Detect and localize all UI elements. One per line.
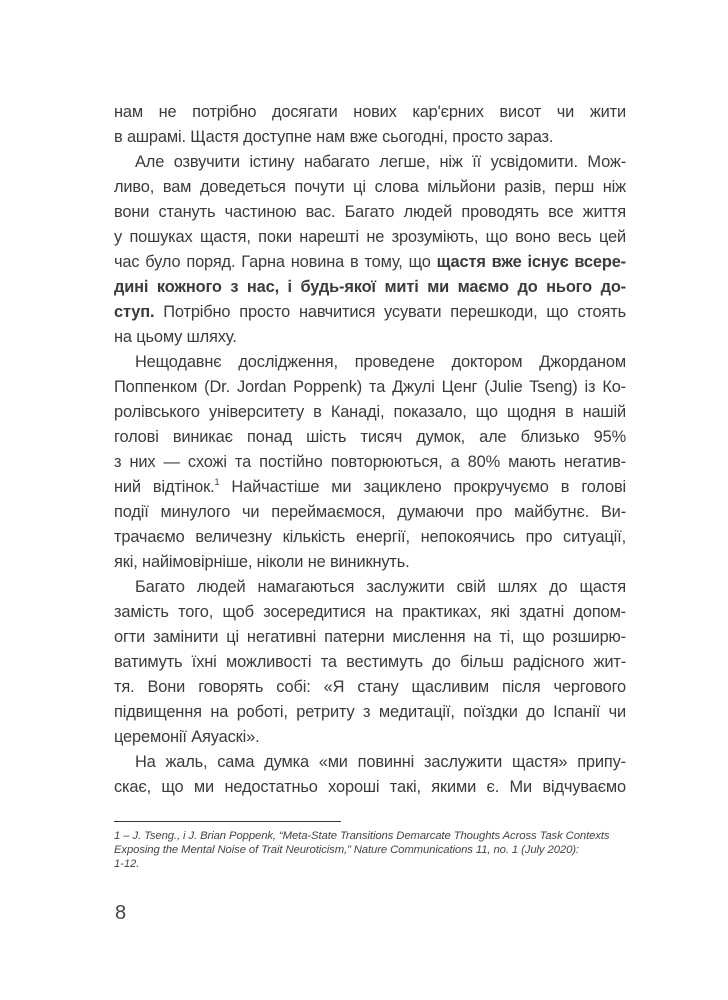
bold-emphasis: дині кожного з нас, і будь-якої миті ми маємо до нього до- xyxy=(114,278,626,296)
text-run: Потрібно просто навчитися усувати перешкоди, що стоять xyxy=(154,303,626,321)
footnote-divider xyxy=(114,821,341,822)
text-run: ний відтінок. xyxy=(114,478,215,496)
text-line: ливо, вам доведеться почути ці слова мільйони разів, перш ніж xyxy=(114,178,626,196)
text-line: підвищення на роботі, ретриту з медитації, поїздки до Іспанії чи xyxy=(114,703,626,721)
text-line: огти замінити ці негативні патерни мислення на ті, що розширю- xyxy=(114,628,626,646)
text-run: Найчастіше ми зациклено прокручуємо в голові xyxy=(219,478,627,496)
text-line: ролівського університету в Канаді, показало, що щодня в нашій xyxy=(114,403,626,421)
text-line xyxy=(114,300,626,325)
text-line: церемонії Аяуаскі». xyxy=(114,728,260,746)
text-line: в ашрамі. Щастя доступне нам вже сьогодні, просто зараз. xyxy=(114,128,554,146)
body-text xyxy=(114,100,626,800)
text-line: у пошуках щастя, поки нарешті не зрозуміють, що воно весь цей xyxy=(114,228,626,246)
text-line: на цьому шляху. xyxy=(114,328,237,346)
paragraph-start-line: Нещодавнє дослідження, проведене доктором Джорданом xyxy=(135,353,626,371)
bold-emphasis: щастя вже існує всере- xyxy=(436,253,626,271)
text-line: голові виникає понад шість тисяч думок, але близько 95% xyxy=(114,428,626,446)
text-line: замість того, щоб зосередитися на практиках, які здатні допом- xyxy=(114,603,626,621)
footnote-line: Exposing the Mental Noise of Trait Neuroticism,” Nature Communications 11, no. 1 (July 2020): xyxy=(114,844,579,856)
paragraph-start-line: На жаль, сама думка «ми повинні заслужити щастя» припу- xyxy=(135,753,626,771)
text-line xyxy=(114,475,626,500)
text-line: які, найімовірніше, ніколи не виникнуть. xyxy=(114,553,410,571)
footnote-line: 1 – J. Tseng., i J. Brian Poppenk, “Meta-State Transitions Demarcate Thoughts Across Task Contexts xyxy=(114,830,610,842)
footnote xyxy=(114,829,634,871)
text-line xyxy=(114,275,626,300)
text-line: ватимуть їхні можливості та вестимуть до більш радісного жит- xyxy=(114,653,626,671)
paragraph-start-line: Але озвучити істину набагато легше, ніж її усвідомити. Мож- xyxy=(135,153,626,171)
text-line: скає, що ми недостатньо хороші такі, якими є. Ми відчуваємо xyxy=(114,778,626,796)
bold-emphasis: ступ. xyxy=(114,303,155,321)
footnote-line: 1-12. xyxy=(114,858,140,870)
text-line: нам не потрібно досягати нових кар'єрних висот чи жити xyxy=(114,103,626,121)
text-run: час було поряд. Гарна новина в тому, що xyxy=(114,253,437,271)
text-line: вони стануть частиною вас. Багато людей проводять все життя xyxy=(114,203,626,221)
text-line: тя. Вони говорять собі: «Я стану щасливим після чергового xyxy=(114,678,626,696)
page-number: 8 xyxy=(115,902,127,924)
text-line: з них — схожі та постійно повторюються, а 80% мають негатив- xyxy=(114,453,626,471)
footnote-reference[interactable]: 1 xyxy=(214,477,220,487)
text-line: Поппенком (Dr. Jordan Poppenk) та Джулі Ценг (Julie Tseng) із Ко- xyxy=(114,378,626,396)
text-line: трачаємо величезну кількість енергії, непокоячись про ситуації, xyxy=(114,528,626,546)
text-line xyxy=(114,250,626,275)
paragraph-start-line: Багато людей намагаються заслужити свій шлях до щастя xyxy=(135,578,626,596)
text-line: події минулого чи переймаємося, думаючи про майбутнє. Ви- xyxy=(114,503,626,521)
